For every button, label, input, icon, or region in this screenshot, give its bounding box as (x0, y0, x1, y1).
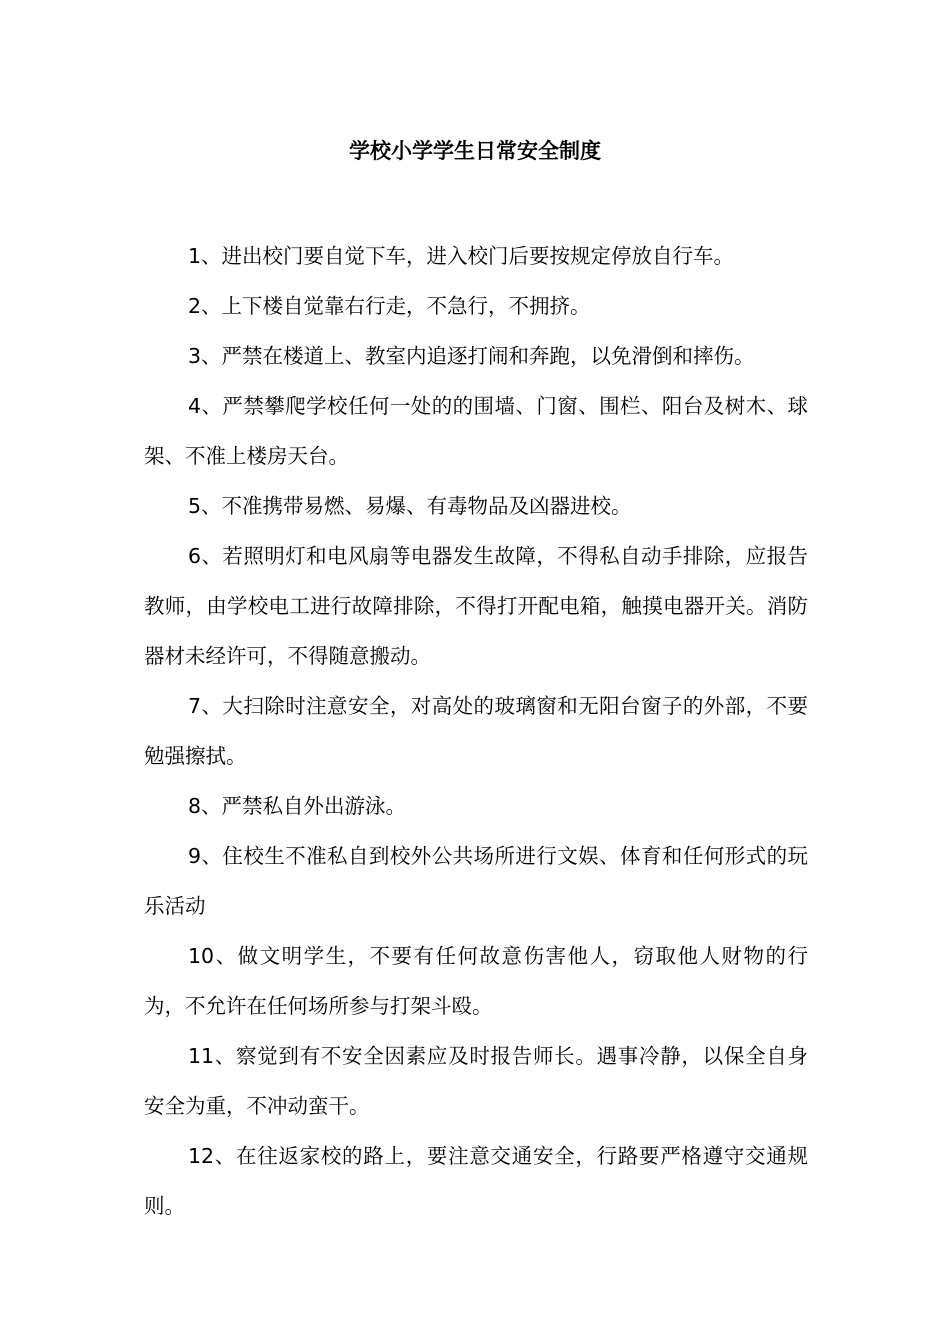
rule-item-6: 6、若照明灯和电风扇等电器发生故障，不得私自动手排除，应报告教师，由学校电工进行故障排除，不得打开配电箱，触摸电器开关。消防器材未经许可，不得随意搬动。 (144, 544, 808, 668)
rule-item-2: 2、上下楼自觉靠右行走，不急行，不拥挤。 (188, 294, 591, 318)
rule-item-12: 12、在往返家校的路上，要注意交通安全，行路要严格遵守交通规则。 (144, 1144, 808, 1218)
rule-item-11: 11、察觉到有不安全因素应及时报告师长。遇事冷静，以保全自身安全为重，不冲动蛮干。 (144, 1044, 808, 1118)
rule-item-5: 5、不准携带易燃、易爆、有毒物品及凶器进校。 (188, 494, 632, 518)
rule-item-7: 7、大扫除时注意安全，对高处的玻璃窗和无阳台窗子的外部，不要勉强擦拭。 (144, 694, 808, 768)
rule-item-8: 8、严禁私自外出游泳。 (188, 794, 407, 818)
document-title: 学校小学学生日常安全制度 (349, 139, 601, 163)
rule-item-4: 4、严禁攀爬学校任何一处的的围墙、门窗、围栏、阳台及树木、球架、不准上楼房天台。 (144, 394, 808, 468)
rule-item-3: 3、严禁在楼道上、教室内追逐打闹和奔跑，以免滑倒和摔伤。 (188, 344, 755, 368)
rule-item-1: 1、进出校门要自觉下车，进入校门后要按规定停放自行车。 (188, 244, 735, 268)
rules-list (144, 231, 808, 1231)
rule-item-9: 9、住校生不准私自到校外公共场所进行文娱、体育和任何形式的玩乐活动 (144, 844, 808, 918)
rule-item-10: 10、做文明学生，不要有任何故意伤害他人，窃取他人财物的行为，不允许在任何场所参与打架斗殴。 (144, 944, 808, 1018)
